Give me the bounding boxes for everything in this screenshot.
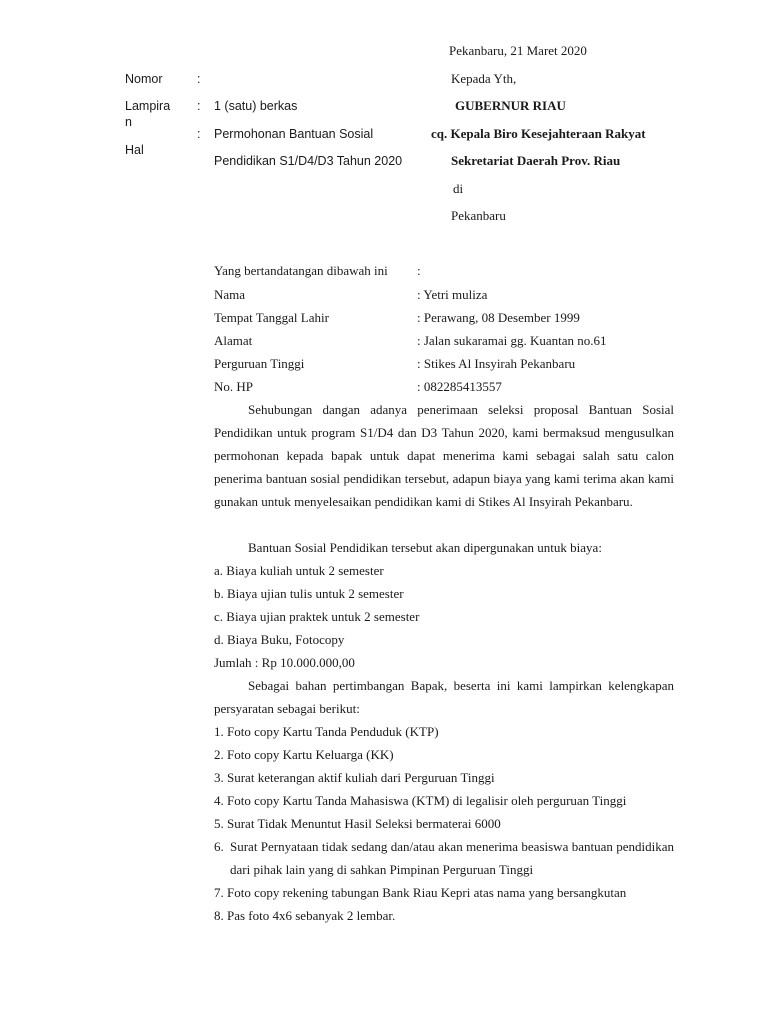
cost-item: c. Biaya ujian praktek untuk 2 semester xyxy=(214,609,420,624)
requirement-item: 8. Pas foto 4x6 sebanyak 2 lembar. xyxy=(214,908,396,923)
body-paragraph-2: Bantuan Sosial Pendidikan tersebut akan dipergunakan untuk biaya: xyxy=(248,540,602,555)
body-paragraph-1: Sehubungan dangan adanya penerimaan seleksi proposal Bantuan Sosial Pendidikan untuk program S1/D4 dan D3 Tahun 2020, kami bermaksud mengusulkan permohonan kepada bapak untuk dapat menerima kami sebagai salah satu calon penerima bantuan sosial pendidikan tersebut, adapun biaya yang kami terima akan kami gunakan untuk menyelesaikan pendidikan kami di Stikes Al Insyirah Pekanbaru. xyxy=(214,402,674,509)
recipient-greeting: Kepada Yth, xyxy=(451,71,517,86)
field-value-perguruan: : Stikes Al Insyirah Pekanbaru xyxy=(417,356,576,371)
lampiran-label: Lampira xyxy=(125,99,171,113)
field-label-perguruan: Perguruan Tinggi xyxy=(214,356,305,371)
cost-total: Jumlah : Rp 10.000.000,00 xyxy=(214,655,355,670)
hal-colon: : xyxy=(197,127,201,141)
nomor-label: Nomor xyxy=(125,72,163,86)
field-value-hp: : 082285413557 xyxy=(417,379,502,394)
recipient-cq: cq. Kepala Biro Kesejahteraan Rakyat xyxy=(431,126,646,141)
field-label-nama: Nama xyxy=(214,287,246,302)
field-label-alamat: Alamat xyxy=(214,333,253,348)
requirement-number: 6. xyxy=(214,839,224,854)
cost-item: b. Biaya ujian tulis untuk 2 semester xyxy=(214,586,404,601)
field-value-nama: : Yetri muliza xyxy=(417,287,488,302)
requirement-item: 3. Surat keterangan aktif kuliah dari Perguruan Tinggi xyxy=(214,770,495,785)
lampiran-value: 1 (satu) berkas xyxy=(214,99,298,113)
identity-intro: Yang bertandatangan dibawah ini xyxy=(214,263,388,278)
hal-label: Hal xyxy=(125,143,144,157)
identity-intro-colon: : xyxy=(417,263,421,278)
requirement-item: 2. Foto copy Kartu Keluarga (KK) xyxy=(214,747,394,762)
recipient-di: di xyxy=(453,181,464,196)
requirement-item: 7. Foto copy rekening tabungan Bank Riau Kepri atas nama yang bersangkutan xyxy=(214,885,627,900)
cost-item: a. Biaya kuliah untuk 2 semester xyxy=(214,563,384,578)
requirement-item: 4. Foto copy Kartu Tanda Mahasiswa (KTM) di legalisir oleh perguruan Tinggi xyxy=(214,793,627,808)
place-date: Pekanbaru, 21 Maret 2020 xyxy=(449,43,587,58)
lampiran-label-wrap: n xyxy=(125,115,132,129)
body-paragraph-3: Sebagai bahan pertimbangan Bapak, beserta ini kami lampirkan kelengkapan persyaratan sebagai berikut: xyxy=(214,678,674,716)
recipient-office: Sekretariat Daerah Prov. Riau xyxy=(451,153,621,168)
field-value-ttl: : Perawang, 08 Desember 1999 xyxy=(417,310,580,325)
field-label-ttl: Tempat Tanggal Lahir xyxy=(214,310,329,325)
hal-value-line2: Pendidikan S1/D4/D3 Tahun 2020 xyxy=(214,154,403,168)
lampiran-colon: : xyxy=(197,99,201,113)
requirement-item: 1. Foto copy Kartu Tanda Penduduk (KTP) xyxy=(214,724,439,739)
nomor-colon: : xyxy=(197,72,201,86)
requirement-text: Surat Pernyataan tidak sedang dan/atau akan menerima beasiswa bantuan pendidikan dari pihak lain yang di sahkan Pimpinan Perguruan Tinggi xyxy=(230,839,674,877)
hal-value-line1: Permohonan Bantuan Sosial xyxy=(214,127,374,141)
recipient-title: GUBERNUR RIAU xyxy=(455,98,566,113)
requirement-item: 5. Surat Tidak Menuntut Hasil Seleksi bermaterai 6000 xyxy=(214,816,501,831)
recipient-city: Pekanbaru xyxy=(451,208,506,223)
field-label-hp: No. HP xyxy=(214,379,254,394)
cost-item: d. Biaya Buku, Fotocopy xyxy=(214,632,345,647)
requirement-item-6 xyxy=(214,835,674,881)
field-value-alamat: : Jalan sukaramai gg. Kuantan no.61 xyxy=(417,333,607,348)
